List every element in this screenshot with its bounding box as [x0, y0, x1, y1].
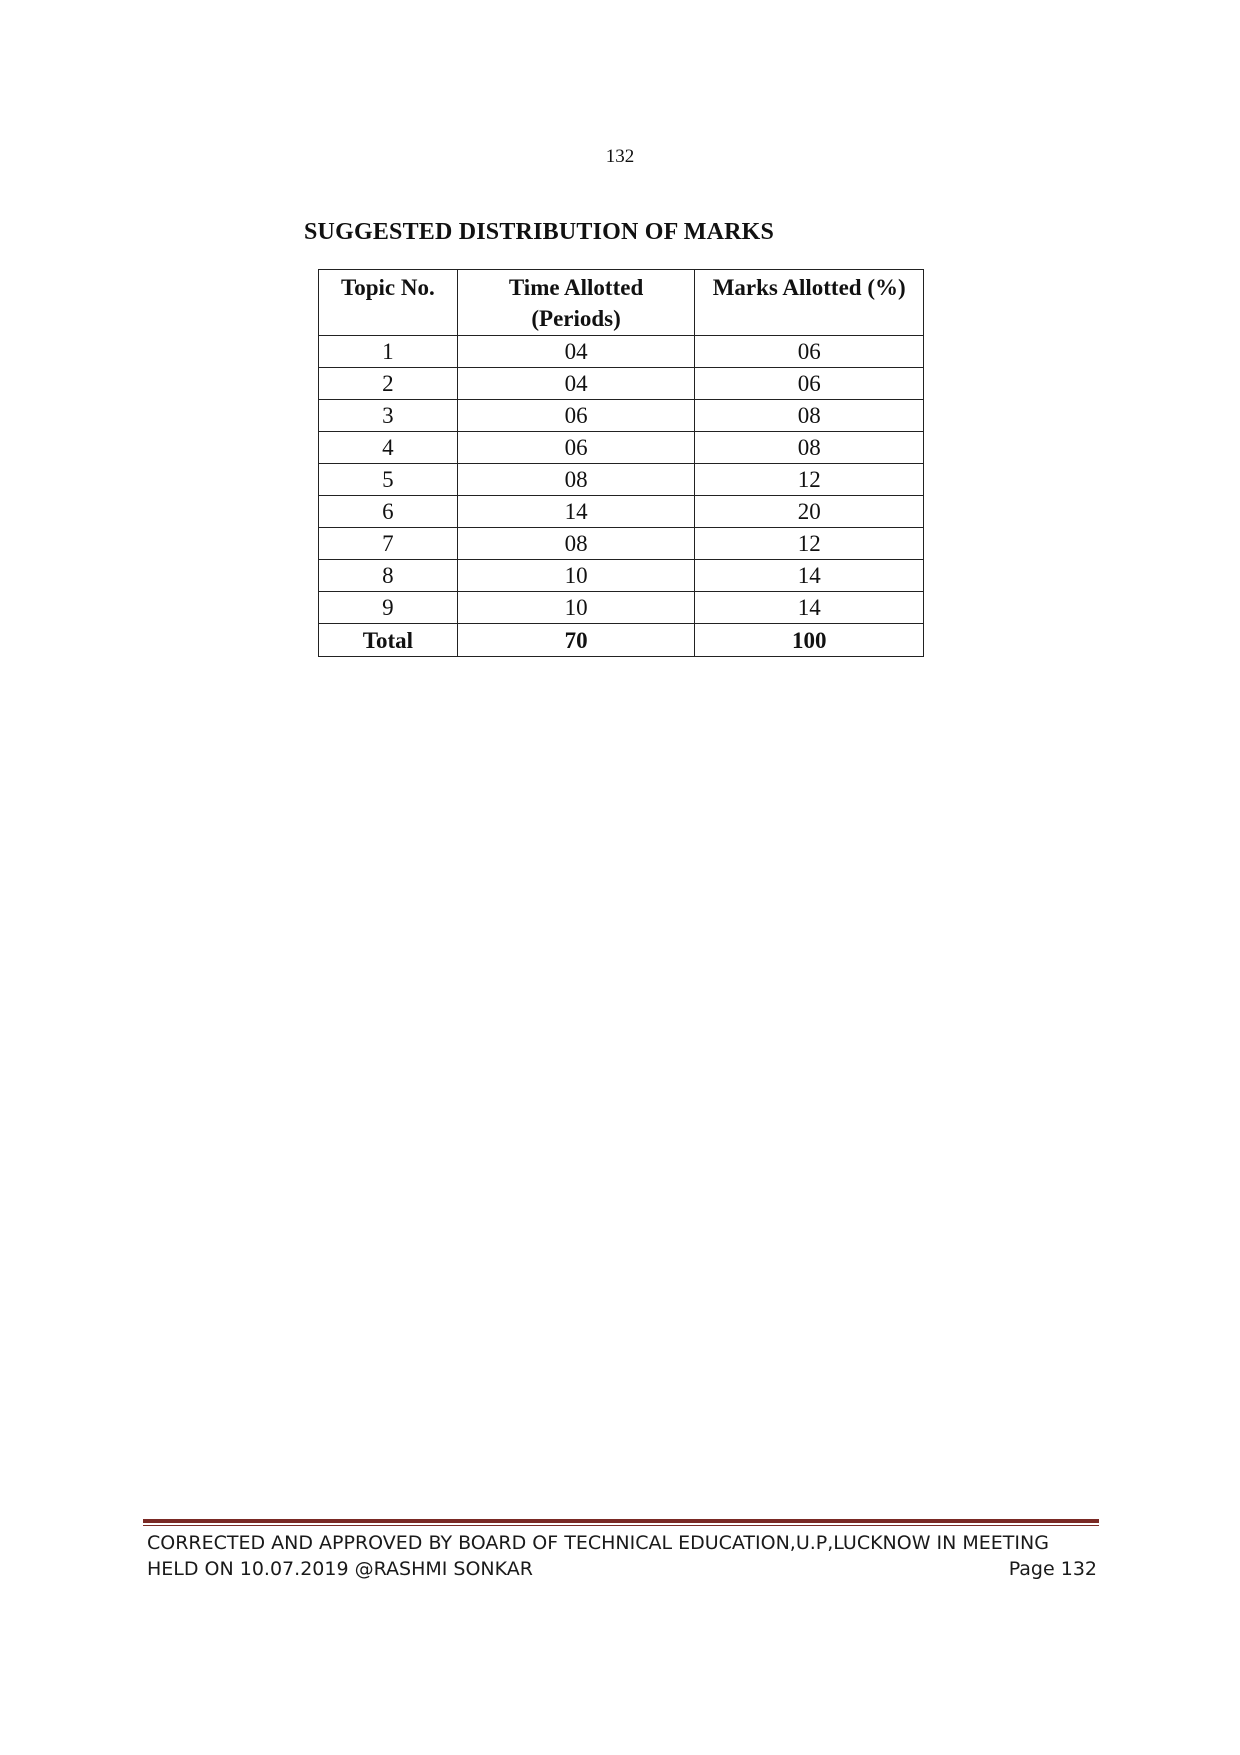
marks-allotted-cell: 06: [695, 336, 924, 368]
header-time-allotted: [457, 270, 695, 336]
table-row: [319, 336, 924, 368]
time-allotted-cell: 08: [457, 528, 695, 560]
table-row: [319, 560, 924, 592]
footer-line-2-row: [147, 1556, 1097, 1582]
marks-allotted-cell: 12: [695, 528, 924, 560]
topic-no-cell: 3: [319, 400, 458, 432]
time-allotted-cell: 10: [457, 560, 695, 592]
time-allotted-cell: 14: [457, 496, 695, 528]
table-row: [319, 400, 924, 432]
marks-allotted-cell: 06: [695, 368, 924, 400]
footer-divider-thin: [143, 1525, 1099, 1526]
footer-divider: [143, 1519, 1099, 1526]
footer-line-2: HELD ON 10.07.2019 @RASHMI SONKAR: [147, 1558, 533, 1580]
time-allotted-cell: 06: [457, 432, 695, 464]
footer-divider-thick: [143, 1519, 1099, 1523]
marks-distribution-table: [318, 269, 924, 657]
time-allotted-cell: 06: [457, 400, 695, 432]
marks-allotted-cell: 14: [695, 560, 924, 592]
total-label: Total: [319, 624, 458, 657]
total-time-allotted: 70: [457, 624, 695, 657]
table-total-row: [319, 624, 924, 657]
header-marks-allotted: Marks Allotted (%): [695, 270, 924, 336]
table-row: [319, 432, 924, 464]
time-allotted-cell: 10: [457, 592, 695, 624]
page-footer: [147, 1530, 1097, 1582]
table-row: [319, 496, 924, 528]
marks-allotted-cell: 08: [695, 432, 924, 464]
time-allotted-cell: 08: [457, 464, 695, 496]
topic-no-cell: 7: [319, 528, 458, 560]
topic-no-cell: 6: [319, 496, 458, 528]
topic-no-cell: 4: [319, 432, 458, 464]
topic-no-cell: 5: [319, 464, 458, 496]
marks-allotted-cell: 12: [695, 464, 924, 496]
topic-no-cell: 8: [319, 560, 458, 592]
marks-allotted-cell: 20: [695, 496, 924, 528]
time-allotted-cell: 04: [457, 336, 695, 368]
header-periods-label: (Periods): [531, 306, 621, 331]
footer-page-number: Page 132: [1008, 1558, 1097, 1580]
total-marks-allotted: 100: [695, 624, 924, 657]
table-row: [319, 528, 924, 560]
marks-allotted-cell: 14: [695, 592, 924, 624]
topic-no-cell: 9: [319, 592, 458, 624]
table-row: [319, 464, 924, 496]
page-number-top: 132: [605, 146, 635, 167]
table-row: [319, 368, 924, 400]
header-time-allotted-label: Time Allotted: [508, 275, 644, 300]
footer-line-1: CORRECTED AND APPROVED BY BOARD OF TECHNICAL EDUCATION,U.P,LUCKNOW IN MEETING: [147, 1532, 1049, 1554]
header-topic-no: Topic No.: [319, 270, 458, 336]
topic-no-cell: 2: [319, 368, 458, 400]
time-allotted-cell: 04: [457, 368, 695, 400]
table-row: [319, 592, 924, 624]
section-title: SUGGESTED DISTRIBUTION OF MARKS: [304, 219, 775, 245]
marks-allotted-cell: 08: [695, 400, 924, 432]
topic-no-cell: 1: [319, 336, 458, 368]
table-header-row: [319, 270, 924, 336]
